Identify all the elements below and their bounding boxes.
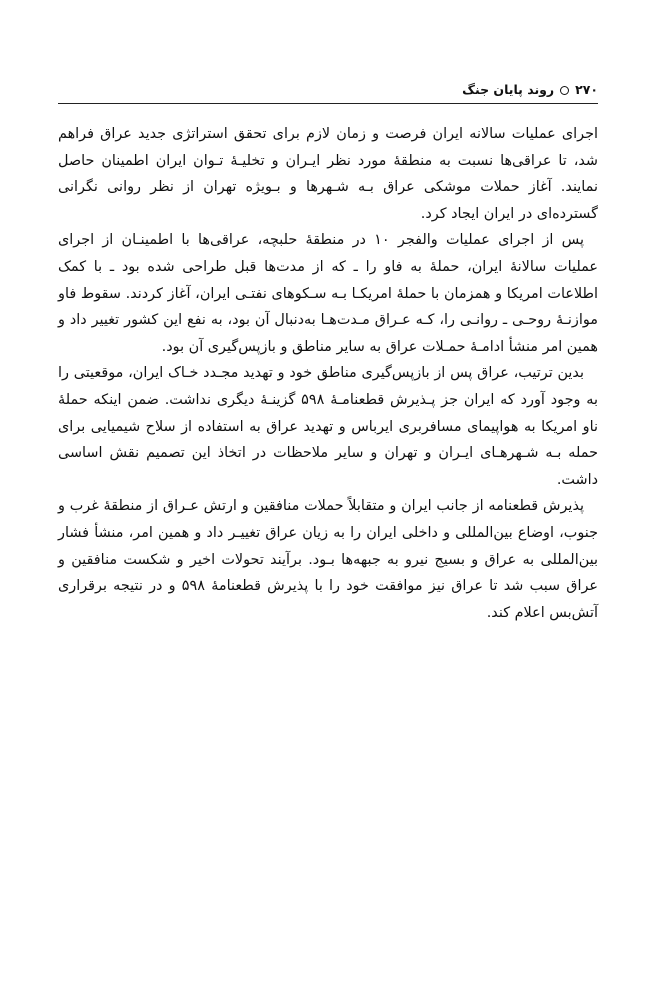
header-divider xyxy=(58,103,598,104)
paragraph-2: پس از اجرای عملیات والفجر ۱۰ در منطقهٔ حلبچه، عراقی‌ها با اطمینـان از اجرای عملیات سالانهٔ ایران، حملهٔ به فاو را ـ که از مدت‌ها قبل طراحی شده بود ـ با کمک اطلاعات امریکا و همزمان با حملهٔ امریکـا بـه سـکوهای نفتـی ایران، آغاز کردند. سقوط فاو موازنـهٔ روحـی ـ روانـی را، کـه عـراق مـدت‌هـا به‌دنبال آن بود، به نفع این کشور تغییر داد و همین امر منشأ ادامـهٔ حمـلات عراق به سایر مناطق و بازپس‌گیری آن بود. xyxy=(58,232,598,355)
page-number: ۲۷۰ xyxy=(575,82,598,97)
paragraph-4: پذیرش قطعنامه از جانب ایران و متقابلاً حملات منافقین و ارتش عـراق از منطقهٔ غرب و جنوب، اوضاع بین‌المللی و داخلی ایران را به زیان عراق تغییـر داد و همین امر، منشأ فشار بین‌المللی به عراق و بسیج نیرو به جبهه‌ها بـود. برآیند تحولات اخیر و شکست منافقین و عراق سبب شد تا عراق نیز موافقت خود را با پذیرش قطعنامهٔ ۵۹۸ و در نتیجه برقراری آتش‌بس اعلام کند. xyxy=(58,498,598,621)
body-text xyxy=(58,121,598,626)
paragraph-3: بدین ترتیب، عراق پس از بازپس‌گیری مناطق خود و تهدید مجـدد خـاک ایران، موقعیتی را به وجود آورد که ایران جز پـذیرش قطعنامـهٔ ۵۹۸ گزینـهٔ دیگری نداشت. ضمن اینکه حملهٔ ناو امریکا به هواپیمای مسافربری ایرباس و تهدید عراق به استفاده از سلاح شیمیایی برای حمله بـه شـهرهـای ایـران و تهران و سایر ملاحظات در اتخاذ این تصمیم نقش اساسی داشت. xyxy=(58,365,598,488)
page-header xyxy=(58,82,598,98)
running-title: روند پایان جنگ xyxy=(462,82,555,97)
header-circle-ornament xyxy=(560,86,569,95)
paragraph-1: اجرای عملیات سالانه ایران فرصت و زمان لازم برای تحقق استراتژی جدید عراق فراهم شد، تا عراقی‌ها نسبت به منطقهٔ مورد نظر ایـران و تخلیـهٔ تـوان ایران اطمینان حاصل نمایند. آغاز حملات موشکی عراق بـه شـهرها و بـویژه تهران از نظر روانی نگرانی گسترده‌ای در ایران ایجاد کرد. xyxy=(58,126,598,222)
